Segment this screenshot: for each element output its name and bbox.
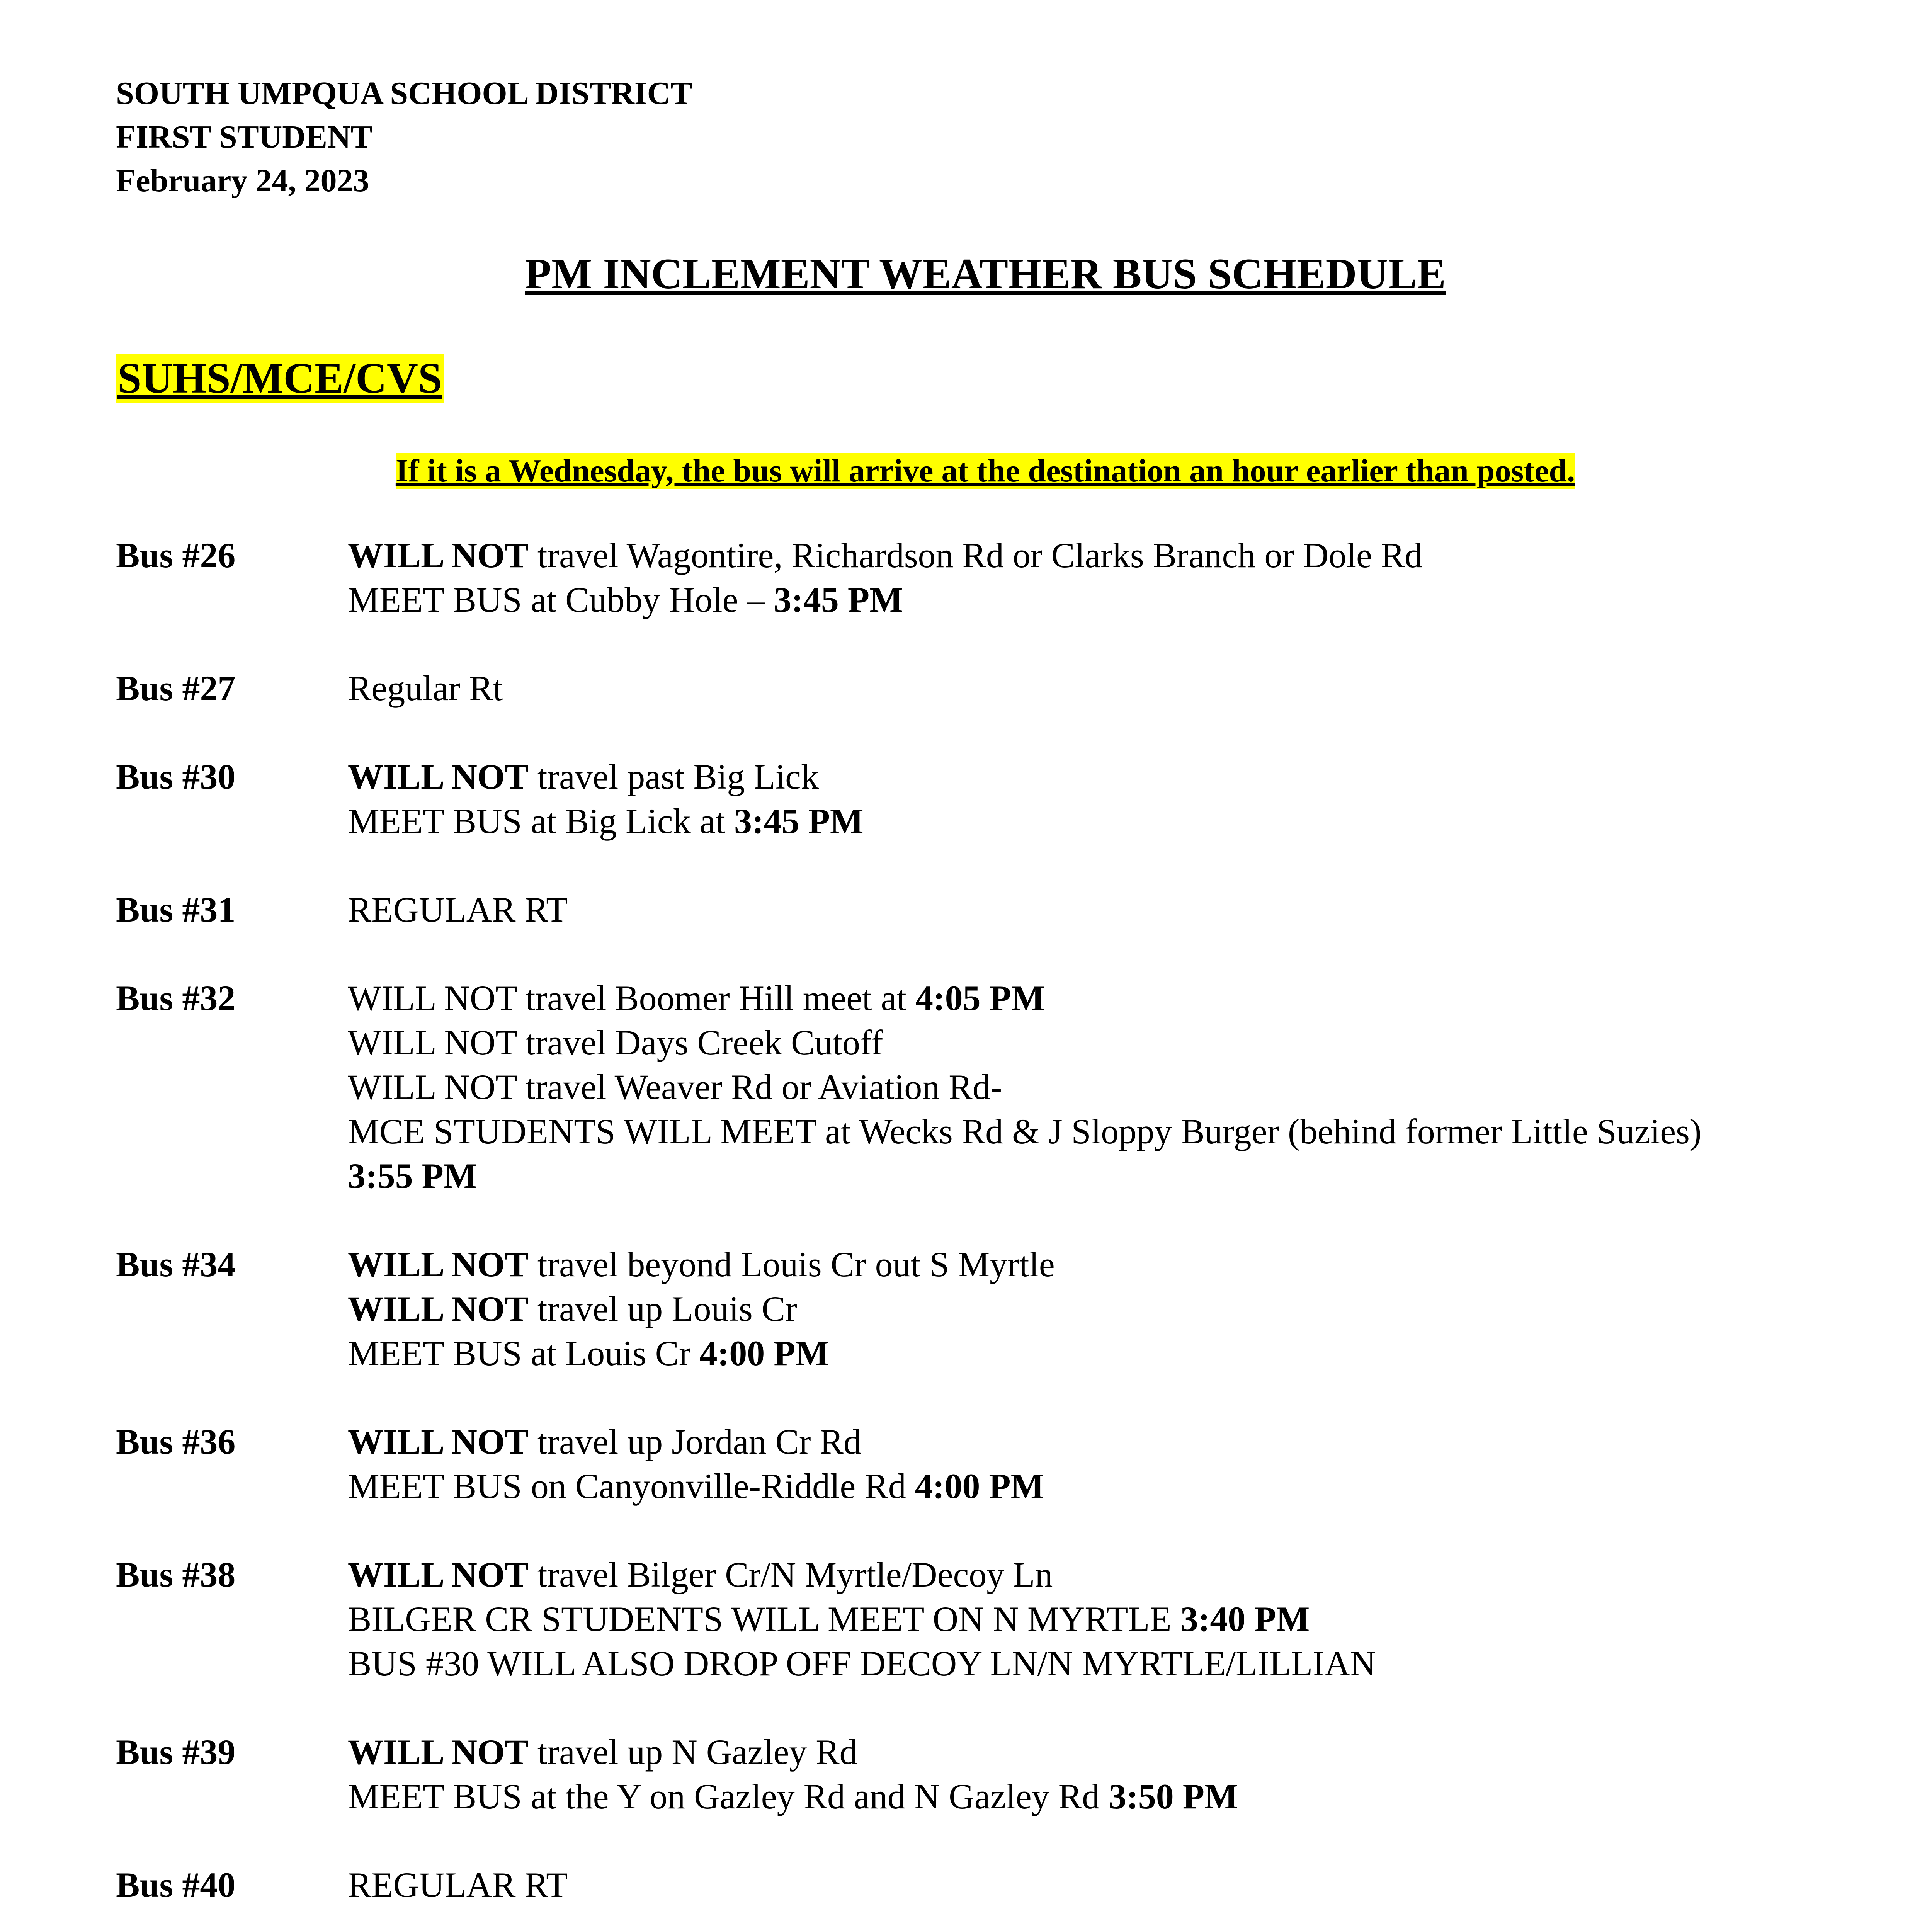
instruction-text: travel up Louis Cr (528, 1289, 797, 1328)
bus-instructions (348, 666, 503, 711)
bus-number: Bus #32 (116, 978, 236, 1018)
bus-entry (116, 1553, 1855, 1686)
bus-entry (116, 976, 1855, 1198)
instruction-text: MEET BUS at Louis Cr (348, 1333, 700, 1373)
bold-text: WILL NOT (348, 536, 529, 575)
bus-entry (116, 666, 1855, 711)
bold-text: WILL NOT (348, 1555, 529, 1594)
bus-entry (116, 1730, 1855, 1819)
instruction-text: MEET BUS at Cubby Hole – (348, 580, 774, 619)
instruction-text: travel up Jordan Cr Rd (528, 1422, 861, 1461)
bus-instructions (348, 533, 1422, 622)
bold-text: WILL NOT (348, 1289, 529, 1328)
page-title: PM INCLEMENT WEATHER BUS SCHEDULE (525, 250, 1446, 298)
bus-instructions (348, 1553, 1376, 1686)
instruction-line (348, 1863, 568, 1907)
instruction-line (348, 578, 1422, 622)
bus-number: Bus #27 (116, 668, 236, 708)
bus-number: Bus #36 (116, 1422, 236, 1461)
wednesday-note (0, 452, 1932, 490)
bold-text: WILL NOT (348, 757, 529, 796)
instruction-line (348, 1597, 1376, 1641)
bold-text: WILL NOT (348, 1422, 529, 1461)
bus-instructions (348, 976, 1702, 1198)
bold-text: WILL NOT (348, 1732, 529, 1772)
instruction-line (348, 1730, 1238, 1774)
instruction-text: WILL NOT travel Boomer Hill meet at (348, 978, 915, 1018)
instruction-text: MEET BUS on Canyonville-Riddle Rd (348, 1466, 915, 1506)
bus-number: Bus #40 (116, 1865, 236, 1905)
bus-instructions (348, 1863, 568, 1907)
bold-text: 3:50 PM (1109, 1777, 1238, 1816)
wednesday-note-text: If it is a Wednesday, the bus will arrive at the destination an hour earlier than posted. (395, 453, 1575, 489)
bus-entry (116, 755, 1855, 844)
bus-number: Bus #34 (116, 1245, 236, 1284)
district-name: SOUTH UMPQUA SCHOOL DISTRICT (116, 75, 692, 111)
instruction-line (348, 1331, 1055, 1376)
bold-text: 4:00 PM (699, 1333, 829, 1373)
bus-instructions (348, 755, 864, 844)
document-date: February 24, 2023 (116, 163, 369, 199)
instruction-text: WILL NOT travel Days Creek Cutoff (348, 1023, 883, 1062)
instruction-text: WILL NOT travel Weaver Rd or Aviation Rd- (348, 1067, 1002, 1107)
bus-list (116, 533, 1855, 1932)
bus-number: Bus #39 (116, 1732, 236, 1772)
bus-entry (116, 888, 1855, 932)
instruction-line (348, 1154, 1702, 1198)
instruction-line (348, 888, 568, 932)
instruction-text: travel up N Gazley Rd (528, 1732, 857, 1772)
instruction-text: travel Wagontire, Richardson Rd or Clarks Branch or Dole Rd (528, 536, 1423, 575)
bold-text: 3:40 PM (1180, 1599, 1310, 1639)
section-heading: SUHS/MCE/CVS (116, 354, 444, 403)
bus-number: Bus #31 (116, 890, 236, 929)
bus-instructions (348, 888, 568, 932)
instruction-text: MEET BUS at Big Lick at (348, 801, 735, 841)
instruction-line (348, 755, 864, 799)
instruction-line (348, 1020, 1702, 1065)
instruction-line (348, 1065, 1702, 1109)
instruction-line (348, 666, 503, 711)
bold-text: 4:05 PM (915, 978, 1045, 1018)
instruction-text: BILGER CR STUDENTS WILL MEET ON N MYRTLE (348, 1599, 1180, 1639)
instruction-line (348, 976, 1702, 1020)
instruction-line (348, 1553, 1376, 1597)
bus-entry (116, 1863, 1855, 1907)
bus-number: Bus #38 (116, 1555, 236, 1594)
bus-instructions (348, 1420, 1044, 1509)
instruction-text: BUS #30 WILL ALSO DROP OFF DECOY LN/N MYRTLE/LILLIAN (348, 1644, 1376, 1683)
instruction-line (348, 799, 864, 844)
bold-text: 3:45 PM (774, 580, 903, 619)
instruction-line (348, 1420, 1044, 1464)
instruction-text: MEET BUS at the Y on Gazley Rd and N Gazley Rd (348, 1777, 1109, 1816)
instruction-line (348, 1464, 1044, 1509)
instruction-text: travel beyond Louis Cr out S Myrtle (528, 1245, 1055, 1284)
instruction-text: REGULAR RT (348, 890, 568, 929)
company-name: FIRST STUDENT (116, 119, 372, 155)
document-header (116, 71, 692, 202)
bold-text: WILL NOT (348, 1245, 529, 1284)
instruction-line (348, 1287, 1055, 1331)
instruction-line (348, 1774, 1238, 1819)
instruction-text: Regular Rt (348, 668, 503, 708)
instruction-line (348, 533, 1422, 578)
bus-instructions (348, 1242, 1055, 1376)
bus-number: Bus #26 (116, 536, 236, 575)
bold-text: 4:00 PM (915, 1466, 1044, 1506)
bus-entry (116, 1242, 1855, 1376)
instruction-line (348, 1109, 1702, 1154)
instruction-text: travel Bilger Cr/N Myrtle/Decoy Ln (528, 1555, 1053, 1594)
instruction-text: travel past Big Lick (528, 757, 819, 796)
bold-text: 3:45 PM (734, 801, 864, 841)
instruction-text: REGULAR RT (348, 1865, 568, 1905)
bus-entry (116, 533, 1855, 622)
bold-text: 3:55 PM (348, 1156, 477, 1196)
bus-entry (116, 1420, 1855, 1509)
bus-instructions (348, 1730, 1238, 1819)
bus-number: Bus #30 (116, 757, 236, 796)
instruction-line (348, 1242, 1055, 1287)
instruction-line (348, 1641, 1376, 1686)
instruction-text: MCE STUDENTS WILL MEET at Wecks Rd & J Sloppy Burger (behind former Little Suzies) (348, 1112, 1702, 1151)
